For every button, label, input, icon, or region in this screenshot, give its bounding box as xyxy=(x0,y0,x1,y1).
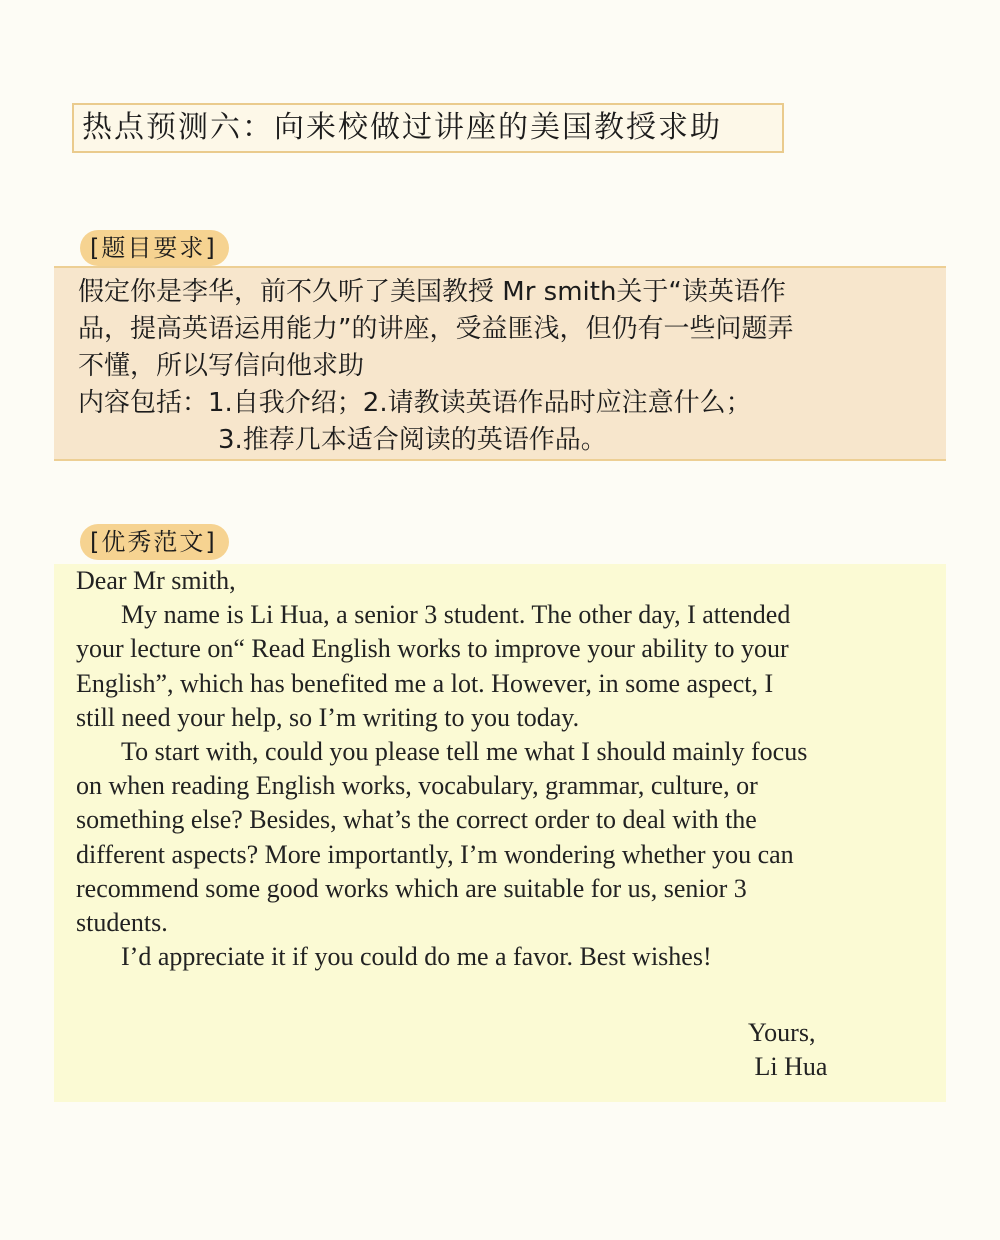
essay-closing: Yours, xyxy=(748,1018,816,1047)
essay-line: something else? Besides, what’s the correct order to deal with the xyxy=(76,805,757,835)
requirement-tag: [题目要求] xyxy=(80,230,229,266)
page-title: 热点预测六：向来校做过讲座的美国教授求助 xyxy=(72,103,784,153)
essay-line: My name is Li Hua, a senior 3 student. The other day, I attended xyxy=(121,600,791,630)
essay-salutation: Dear Mr smith, xyxy=(76,566,236,595)
requirement-line: 内容包括：1.自我介绍；2.请教读英语作品时应注意什么； xyxy=(78,388,752,418)
essay-line: I’d appreciate it if you could do me a favor. Best wishes! xyxy=(121,942,712,972)
essay-closing-block xyxy=(748,1016,827,1084)
essay-line: recommend some good works which are suitable for us, senior 3 xyxy=(76,873,747,903)
requirement-box xyxy=(54,266,946,461)
essay-signature: Li Hua xyxy=(748,1052,828,1081)
essay-line: English”, which has benefited me a lot. However, in some aspect, I xyxy=(76,668,774,698)
essay-line: To start with, could you please tell me what I should mainly focus xyxy=(121,737,808,767)
essay-line: students. xyxy=(76,908,168,938)
essay-tag: [优秀范文] xyxy=(80,524,229,560)
essay-line: on when reading English works, vocabulary, grammar, culture, or xyxy=(76,771,758,801)
requirement-line: 假定你是李华，前不久听了美国教授 Mr smith关于“读英语作 xyxy=(78,277,786,307)
requirement-line: 3.推荐几本适合阅读的英语作品。 xyxy=(218,425,607,455)
essay-box xyxy=(54,564,946,1102)
essay-line: different aspects? More importantly, I’m wondering whether you can xyxy=(76,839,794,869)
essay-line: your lecture on“ Read English works to improve your ability to your xyxy=(76,634,789,664)
requirement-line: 不懂，所以写信向他求助 xyxy=(78,351,365,381)
essay-line: still need your help, so I’m writing to you today. xyxy=(76,702,580,732)
requirement-line: 品，提高英语运用能力”的讲座，受益匪浅，但仍有一些问题弄 xyxy=(78,314,794,344)
